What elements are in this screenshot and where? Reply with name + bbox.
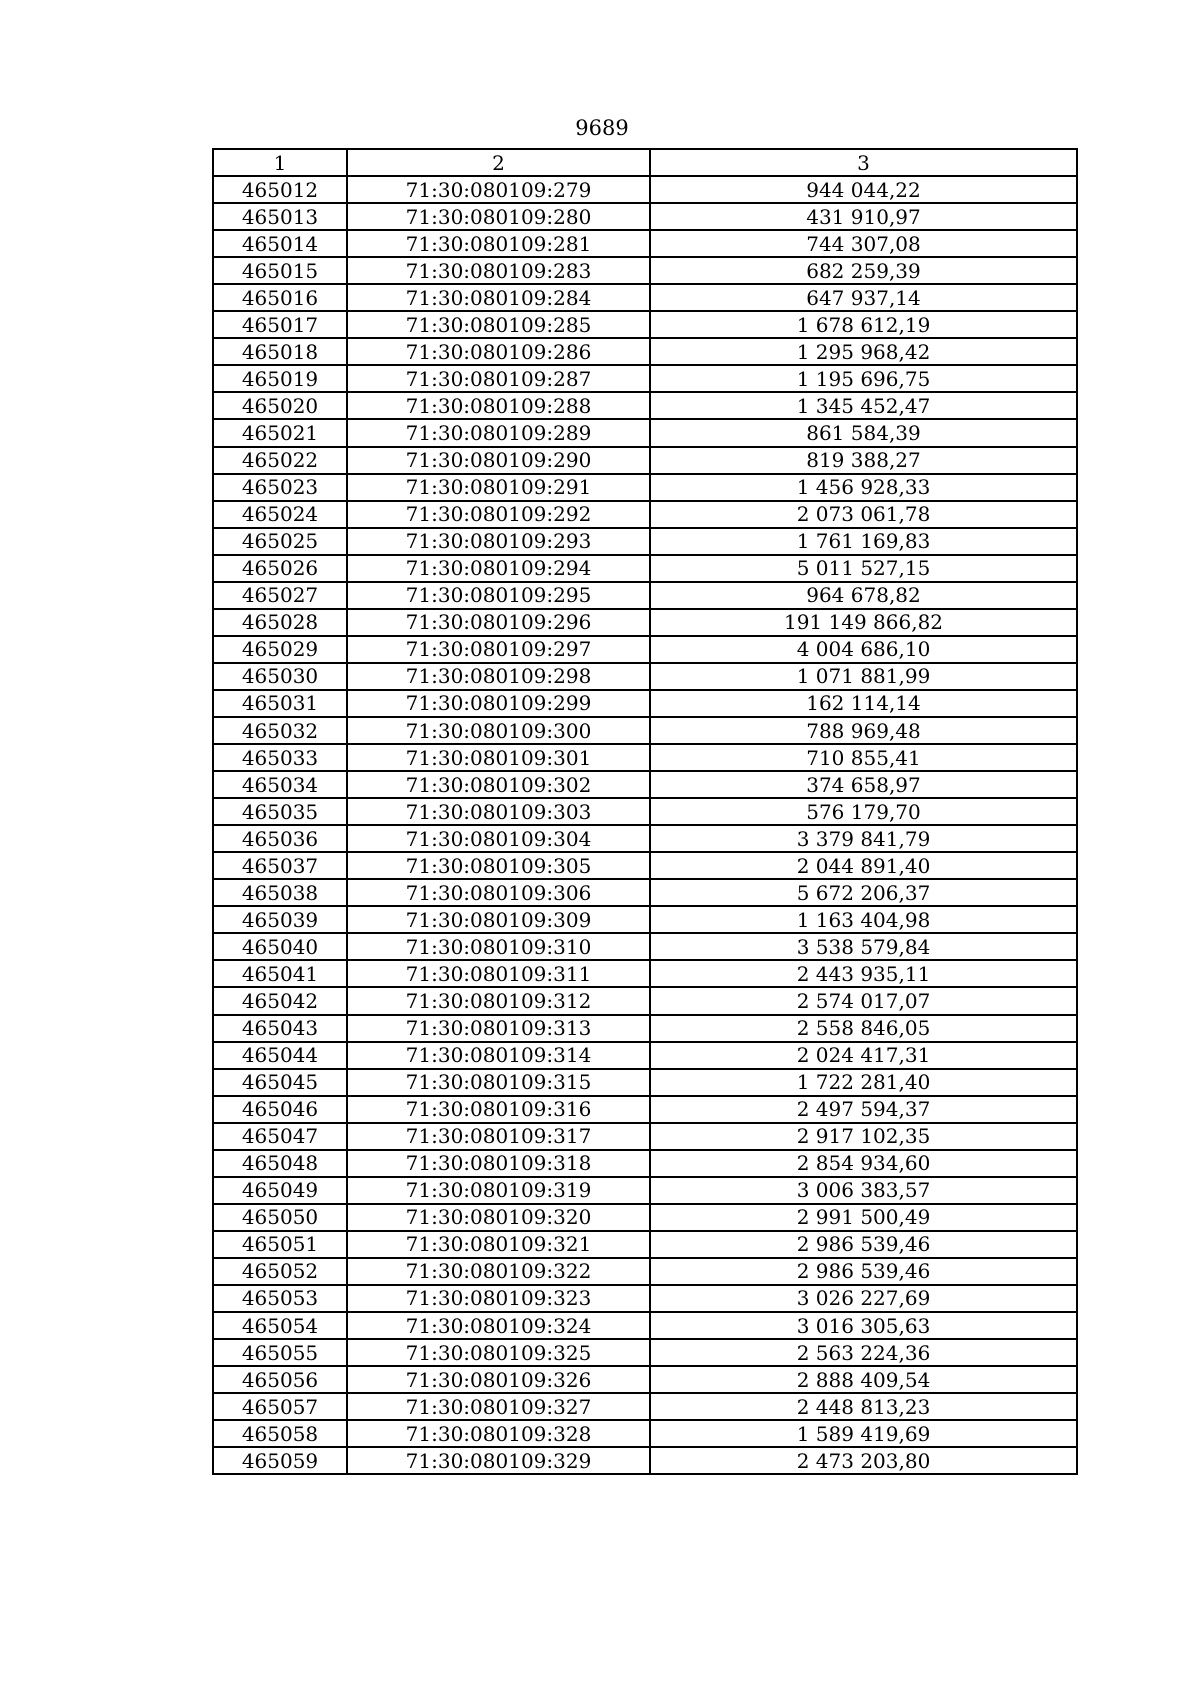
cadastral-number-cell: 71:30:080109:294: [347, 555, 650, 582]
table-row: [213, 392, 1077, 419]
table-row: [213, 771, 1077, 798]
cadastral-number-cell: 71:30:080109:306: [347, 879, 650, 906]
table-row: [213, 609, 1077, 636]
cadastral-number-cell: 71:30:080109:323: [347, 1285, 650, 1312]
table-row: [213, 1366, 1077, 1393]
value-cell: 647 937,14: [650, 284, 1077, 311]
value-cell: 4 004 686,10: [650, 636, 1077, 663]
column-header: 2: [347, 149, 650, 176]
cadastral-number-cell: 71:30:080109:284: [347, 284, 650, 311]
value-cell: 964 678,82: [650, 582, 1077, 609]
cadastral-number-cell: 71:30:080109:325: [347, 1339, 650, 1366]
value-cell: 2 986 539,46: [650, 1258, 1077, 1285]
value-cell: 2 854 934,60: [650, 1150, 1077, 1177]
value-cell: 944 044,22: [650, 176, 1077, 203]
row-number-cell: 465030: [213, 663, 347, 690]
table-row: [213, 879, 1077, 906]
table-row: [213, 1069, 1077, 1096]
cadastral-number-cell: 71:30:080109:298: [347, 663, 650, 690]
value-cell: 788 969,48: [650, 717, 1077, 744]
row-number-cell: 465026: [213, 555, 347, 582]
value-cell: 1 163 404,98: [650, 906, 1077, 933]
table-row: [213, 203, 1077, 230]
row-number-cell: 465050: [213, 1204, 347, 1231]
cadastral-number-cell: 71:30:080109:301: [347, 744, 650, 771]
row-number-cell: 465017: [213, 311, 347, 338]
value-cell: 2 558 846,05: [650, 1015, 1077, 1042]
cadastral-number-cell: 71:30:080109:326: [347, 1366, 650, 1393]
cadastral-number-cell: 71:30:080109:285: [347, 311, 650, 338]
row-number-cell: 465013: [213, 203, 347, 230]
cadastral-number-cell: 71:30:080109:309: [347, 906, 650, 933]
table-row: [213, 933, 1077, 960]
value-cell: 861 584,39: [650, 419, 1077, 446]
table-row: [213, 1258, 1077, 1285]
value-cell: 2 073 061,78: [650, 501, 1077, 528]
row-number-cell: 465027: [213, 582, 347, 609]
cadastral-number-cell: 71:30:080109:321: [347, 1231, 650, 1258]
row-number-cell: 465052: [213, 1258, 347, 1285]
table-row: [213, 798, 1077, 825]
value-cell: 710 855,41: [650, 744, 1077, 771]
cadastral-number-cell: 71:30:080109:286: [347, 338, 650, 365]
column-header: 3: [650, 149, 1077, 176]
table-row: [213, 582, 1077, 609]
row-number-cell: 465047: [213, 1123, 347, 1150]
value-cell: 2 024 417,31: [650, 1042, 1077, 1069]
cadastral-number-cell: 71:30:080109:310: [347, 933, 650, 960]
value-cell: 3 016 305,63: [650, 1312, 1077, 1339]
row-number-cell: 465048: [213, 1150, 347, 1177]
cadastral-number-cell: 71:30:080109:279: [347, 176, 650, 203]
row-number-cell: 465025: [213, 528, 347, 555]
page-number: [0, 116, 1200, 140]
value-cell: 5 672 206,37: [650, 879, 1077, 906]
row-number-cell: 465033: [213, 744, 347, 771]
table-row: [213, 528, 1077, 555]
value-cell: 3 538 579,84: [650, 933, 1077, 960]
value-cell: 682 259,39: [650, 257, 1077, 284]
value-cell: 2 443 935,11: [650, 960, 1077, 987]
cadastral-number-cell: 71:30:080109:304: [347, 825, 650, 852]
row-number-cell: 465023: [213, 474, 347, 501]
table-row: [213, 474, 1077, 501]
value-cell: 1 678 612,19: [650, 311, 1077, 338]
value-cell: 162 114,14: [650, 690, 1077, 717]
row-number-cell: 465012: [213, 176, 347, 203]
cadastral-number-cell: 71:30:080109:297: [347, 636, 650, 663]
value-cell: 431 910,97: [650, 203, 1077, 230]
value-cell: 3 026 227,69: [650, 1285, 1077, 1312]
value-cell: 374 658,97: [650, 771, 1077, 798]
row-number-cell: 465044: [213, 1042, 347, 1069]
cadastral-number-cell: 71:30:080109:324: [347, 1312, 650, 1339]
table-row: [213, 447, 1077, 474]
table-row: [213, 1285, 1077, 1312]
row-number-cell: 465042: [213, 987, 347, 1014]
table-row: [213, 365, 1077, 392]
cadastral-number-cell: 71:30:080109:313: [347, 1015, 650, 1042]
cadastral-number-cell: 71:30:080109:312: [347, 987, 650, 1014]
cadastral-number-cell: 71:30:080109:283: [347, 257, 650, 284]
table-row: [213, 338, 1077, 365]
cadastral-number-cell: 71:30:080109:317: [347, 1123, 650, 1150]
value-cell: 744 307,08: [650, 230, 1077, 257]
cadastral-number-cell: 71:30:080109:316: [347, 1096, 650, 1123]
row-number-cell: 465039: [213, 906, 347, 933]
cadastral-number-cell: 71:30:080109:302: [347, 771, 650, 798]
value-cell: 2 986 539,46: [650, 1231, 1077, 1258]
cadastral-number-cell: 71:30:080109:320: [347, 1204, 650, 1231]
cadastral-number-cell: 71:30:080109:300: [347, 717, 650, 744]
table-row: [213, 1123, 1077, 1150]
table-row: [213, 663, 1077, 690]
table-row: [213, 311, 1077, 338]
value-cell: 2 991 500,49: [650, 1204, 1077, 1231]
row-number-cell: 465029: [213, 636, 347, 663]
value-cell: 1 295 968,42: [650, 338, 1077, 365]
row-number-cell: 465035: [213, 798, 347, 825]
row-number-cell: 465014: [213, 230, 347, 257]
value-cell: 1 589 419,69: [650, 1420, 1077, 1447]
value-cell: 2 888 409,54: [650, 1366, 1077, 1393]
cadastral-number-cell: 71:30:080109:287: [347, 365, 650, 392]
page-number-text: 9689: [575, 116, 629, 140]
cadastral-number-cell: 71:30:080109:328: [347, 1420, 650, 1447]
table-row: [213, 906, 1077, 933]
cadastral-number-cell: 71:30:080109:322: [347, 1258, 650, 1285]
value-cell: 576 179,70: [650, 798, 1077, 825]
value-cell: 1 195 696,75: [650, 365, 1077, 392]
value-cell: 2 917 102,35: [650, 1123, 1077, 1150]
row-number-cell: 465054: [213, 1312, 347, 1339]
row-number-cell: 465045: [213, 1069, 347, 1096]
table-row: [213, 1312, 1077, 1339]
cadastral-number-cell: 71:30:080109:293: [347, 528, 650, 555]
table-header-row: [213, 149, 1077, 176]
table-row: [213, 284, 1077, 311]
table-row: [213, 1231, 1077, 1258]
table-row: [213, 1339, 1077, 1366]
table-row: [213, 1393, 1077, 1420]
row-number-cell: 465038: [213, 879, 347, 906]
value-cell: 2 574 017,07: [650, 987, 1077, 1014]
cadastral-number-cell: 71:30:080109:289: [347, 419, 650, 446]
value-cell: 1 761 169,83: [650, 528, 1077, 555]
row-number-cell: 465051: [213, 1231, 347, 1258]
row-number-cell: 465015: [213, 257, 347, 284]
cadastral-number-cell: 71:30:080109:281: [347, 230, 650, 257]
cadastral-number-cell: 71:30:080109:315: [347, 1069, 650, 1096]
row-number-cell: 465043: [213, 1015, 347, 1042]
cadastral-number-cell: 71:30:080109:305: [347, 852, 650, 879]
value-cell: 2 563 224,36: [650, 1339, 1077, 1366]
table-row: [213, 555, 1077, 582]
cadastral-number-cell: 71:30:080109:288: [347, 392, 650, 419]
table-row: [213, 987, 1077, 1014]
cadastral-number-cell: 71:30:080109:318: [347, 1150, 650, 1177]
value-cell: 2 448 813,23: [650, 1393, 1077, 1420]
table-row: [213, 230, 1077, 257]
row-number-cell: 465040: [213, 933, 347, 960]
cadastral-number-cell: 71:30:080109:290: [347, 447, 650, 474]
table-row: [213, 1096, 1077, 1123]
cadastral-number-cell: 71:30:080109:303: [347, 798, 650, 825]
table-row: [213, 690, 1077, 717]
table-row: [213, 176, 1077, 203]
table-row: [213, 419, 1077, 446]
table-row: [213, 1447, 1077, 1474]
table-row: [213, 501, 1077, 528]
row-number-cell: 465019: [213, 365, 347, 392]
table-row: [213, 744, 1077, 771]
table-row: [213, 1177, 1077, 1204]
value-cell: 2 497 594,37: [650, 1096, 1077, 1123]
cadastral-number-cell: 71:30:080109:311: [347, 960, 650, 987]
row-number-cell: 465034: [213, 771, 347, 798]
row-number-cell: 465053: [213, 1285, 347, 1312]
row-number-cell: 465058: [213, 1420, 347, 1447]
table-row: [213, 257, 1077, 284]
table-row: [213, 1015, 1077, 1042]
table-row: [213, 1204, 1077, 1231]
cadastral-number-cell: 71:30:080109:314: [347, 1042, 650, 1069]
table-row: [213, 1150, 1077, 1177]
cadastral-number-cell: 71:30:080109:280: [347, 203, 650, 230]
row-number-cell: 465020: [213, 392, 347, 419]
cadastral-number-cell: 71:30:080109:299: [347, 690, 650, 717]
table-row: [213, 852, 1077, 879]
table-row: [213, 1420, 1077, 1447]
value-cell: 2 473 203,80: [650, 1447, 1077, 1474]
row-number-cell: 465055: [213, 1339, 347, 1366]
column-header: 1: [213, 149, 347, 176]
table-row: [213, 825, 1077, 852]
value-cell: 3 379 841,79: [650, 825, 1077, 852]
value-cell: 5 011 527,15: [650, 555, 1077, 582]
value-cell: 1 345 452,47: [650, 392, 1077, 419]
table-row: [213, 717, 1077, 744]
cadastral-number-cell: 71:30:080109:327: [347, 1393, 650, 1420]
row-number-cell: 465022: [213, 447, 347, 474]
row-number-cell: 465021: [213, 419, 347, 446]
value-cell: 1 456 928,33: [650, 474, 1077, 501]
row-number-cell: 465056: [213, 1366, 347, 1393]
table-row: [213, 1042, 1077, 1069]
value-cell: 191 149 866,82: [650, 609, 1077, 636]
registry-table: [212, 148, 1078, 1475]
row-number-cell: 465046: [213, 1096, 347, 1123]
cadastral-number-cell: 71:30:080109:319: [347, 1177, 650, 1204]
value-cell: 1 722 281,40: [650, 1069, 1077, 1096]
value-cell: 1 071 881,99: [650, 663, 1077, 690]
row-number-cell: 465024: [213, 501, 347, 528]
row-number-cell: 465041: [213, 960, 347, 987]
cadastral-number-cell: 71:30:080109:292: [347, 501, 650, 528]
table-row: [213, 636, 1077, 663]
cadastral-number-cell: 71:30:080109:296: [347, 609, 650, 636]
registry-table-body: [213, 149, 1077, 1474]
row-number-cell: 465036: [213, 825, 347, 852]
value-cell: 3 006 383,57: [650, 1177, 1077, 1204]
row-number-cell: 465031: [213, 690, 347, 717]
row-number-cell: 465028: [213, 609, 347, 636]
row-number-cell: 465018: [213, 338, 347, 365]
table-row: [213, 960, 1077, 987]
row-number-cell: 465016: [213, 284, 347, 311]
row-number-cell: 465059: [213, 1447, 347, 1474]
cadastral-number-cell: 71:30:080109:329: [347, 1447, 650, 1474]
cadastral-number-cell: 71:30:080109:291: [347, 474, 650, 501]
row-number-cell: 465032: [213, 717, 347, 744]
value-cell: 2 044 891,40: [650, 852, 1077, 879]
row-number-cell: 465049: [213, 1177, 347, 1204]
row-number-cell: 465037: [213, 852, 347, 879]
value-cell: 819 388,27: [650, 447, 1077, 474]
row-number-cell: 465057: [213, 1393, 347, 1420]
cadastral-number-cell: 71:30:080109:295: [347, 582, 650, 609]
